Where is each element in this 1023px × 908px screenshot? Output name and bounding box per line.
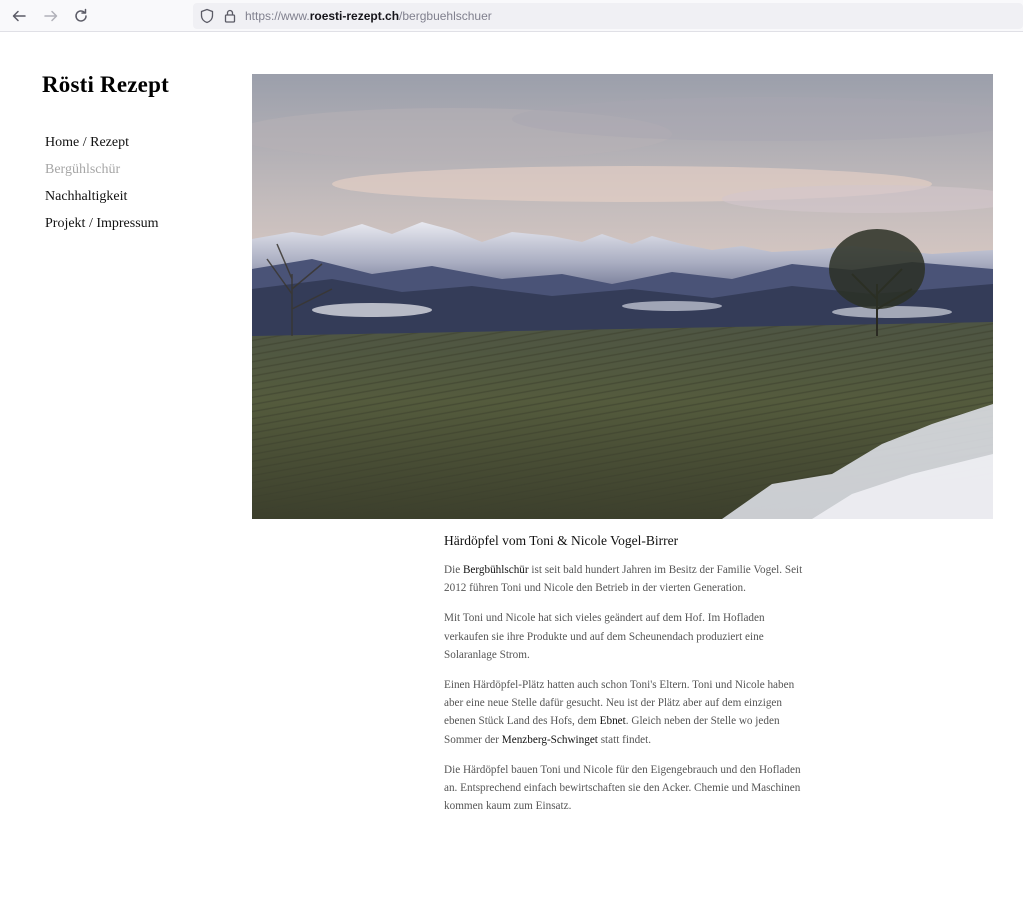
url-prefix: https://www. (245, 9, 310, 23)
url-path: /bergbuehlschuer (399, 9, 492, 23)
text: ist seit bald hundert Jahren im Besitz der Familie Vogel. Seit 2012 führen Toni und Nicole den Betrieb in der vierten Generation. (444, 564, 803, 595)
tracking-protection-shield-icon[interactable] (199, 8, 215, 24)
url-domain: roesti-rezept.ch (309, 9, 400, 23)
nav-item-projekt-impressum[interactable]: Projekt / Impressum (45, 216, 159, 231)
nav-item-home-rezept[interactable]: Home / Rezept (45, 135, 129, 150)
hero-landscape-image (252, 74, 993, 519)
article-paragraph (444, 676, 804, 749)
site-nav (45, 129, 159, 237)
text: . Gleich neben der Stelle wo jeden Sommer der (444, 715, 780, 746)
article-paragraph (444, 561, 804, 597)
address-bar[interactable] (193, 3, 1023, 29)
article-paragraph: Die Härdöpfel bauen Toni und Nicole für den Eigengebrauch und den Hofladen an. Entsprechend einfach bewirtschaften sie den Acker. Chemie und Maschinen kommen kaum zum Einsatz. (444, 763, 801, 813)
reload-icon[interactable] (70, 5, 92, 27)
site-title[interactable]: Rösti Rezept (42, 72, 169, 97)
article-paragraph: Mit Toni und Nicole hat sich vieles geändert auf dem Hof. Im Hofladen verkaufen sie ihre Produkte und auf dem Scheunendach produziert eine Solaranlage Strom. (444, 612, 765, 661)
link-bergbuehlschuer[interactable]: Bergbühlschür (462, 564, 529, 576)
browser-toolbar (0, 0, 1023, 32)
nav-item-berguehlschuer[interactable]: Bergühlschür (45, 162, 121, 177)
text: Die (444, 564, 463, 576)
link-ebnet[interactable]: Ebnet (599, 715, 626, 728)
url-text[interactable] (245, 8, 492, 24)
text: statt findet. (597, 733, 652, 746)
lock-icon[interactable] (222, 8, 238, 24)
back-arrow-icon[interactable] (8, 5, 30, 27)
nav-item-nachhaltigkeit[interactable]: Nachhaltigkeit (45, 189, 128, 204)
link-menzberg-schwinget[interactable]: Menzberg-Schwinget (501, 733, 598, 746)
text: Einen Härdöpfel-Plätz hatten auch schon Toni's Eltern. Toni und Nicole haben aber eine neue Stelle dafür gesucht. Neu ist der Plätz aber auf dem einzigen ebenen Stück Land des Hofs, dem (444, 679, 795, 728)
forward-arrow-icon[interactable] (40, 5, 62, 27)
article-heading: Härdöpfel vom Toni & Nicole Vogel-Birrer (444, 533, 679, 548)
article (444, 532, 804, 827)
